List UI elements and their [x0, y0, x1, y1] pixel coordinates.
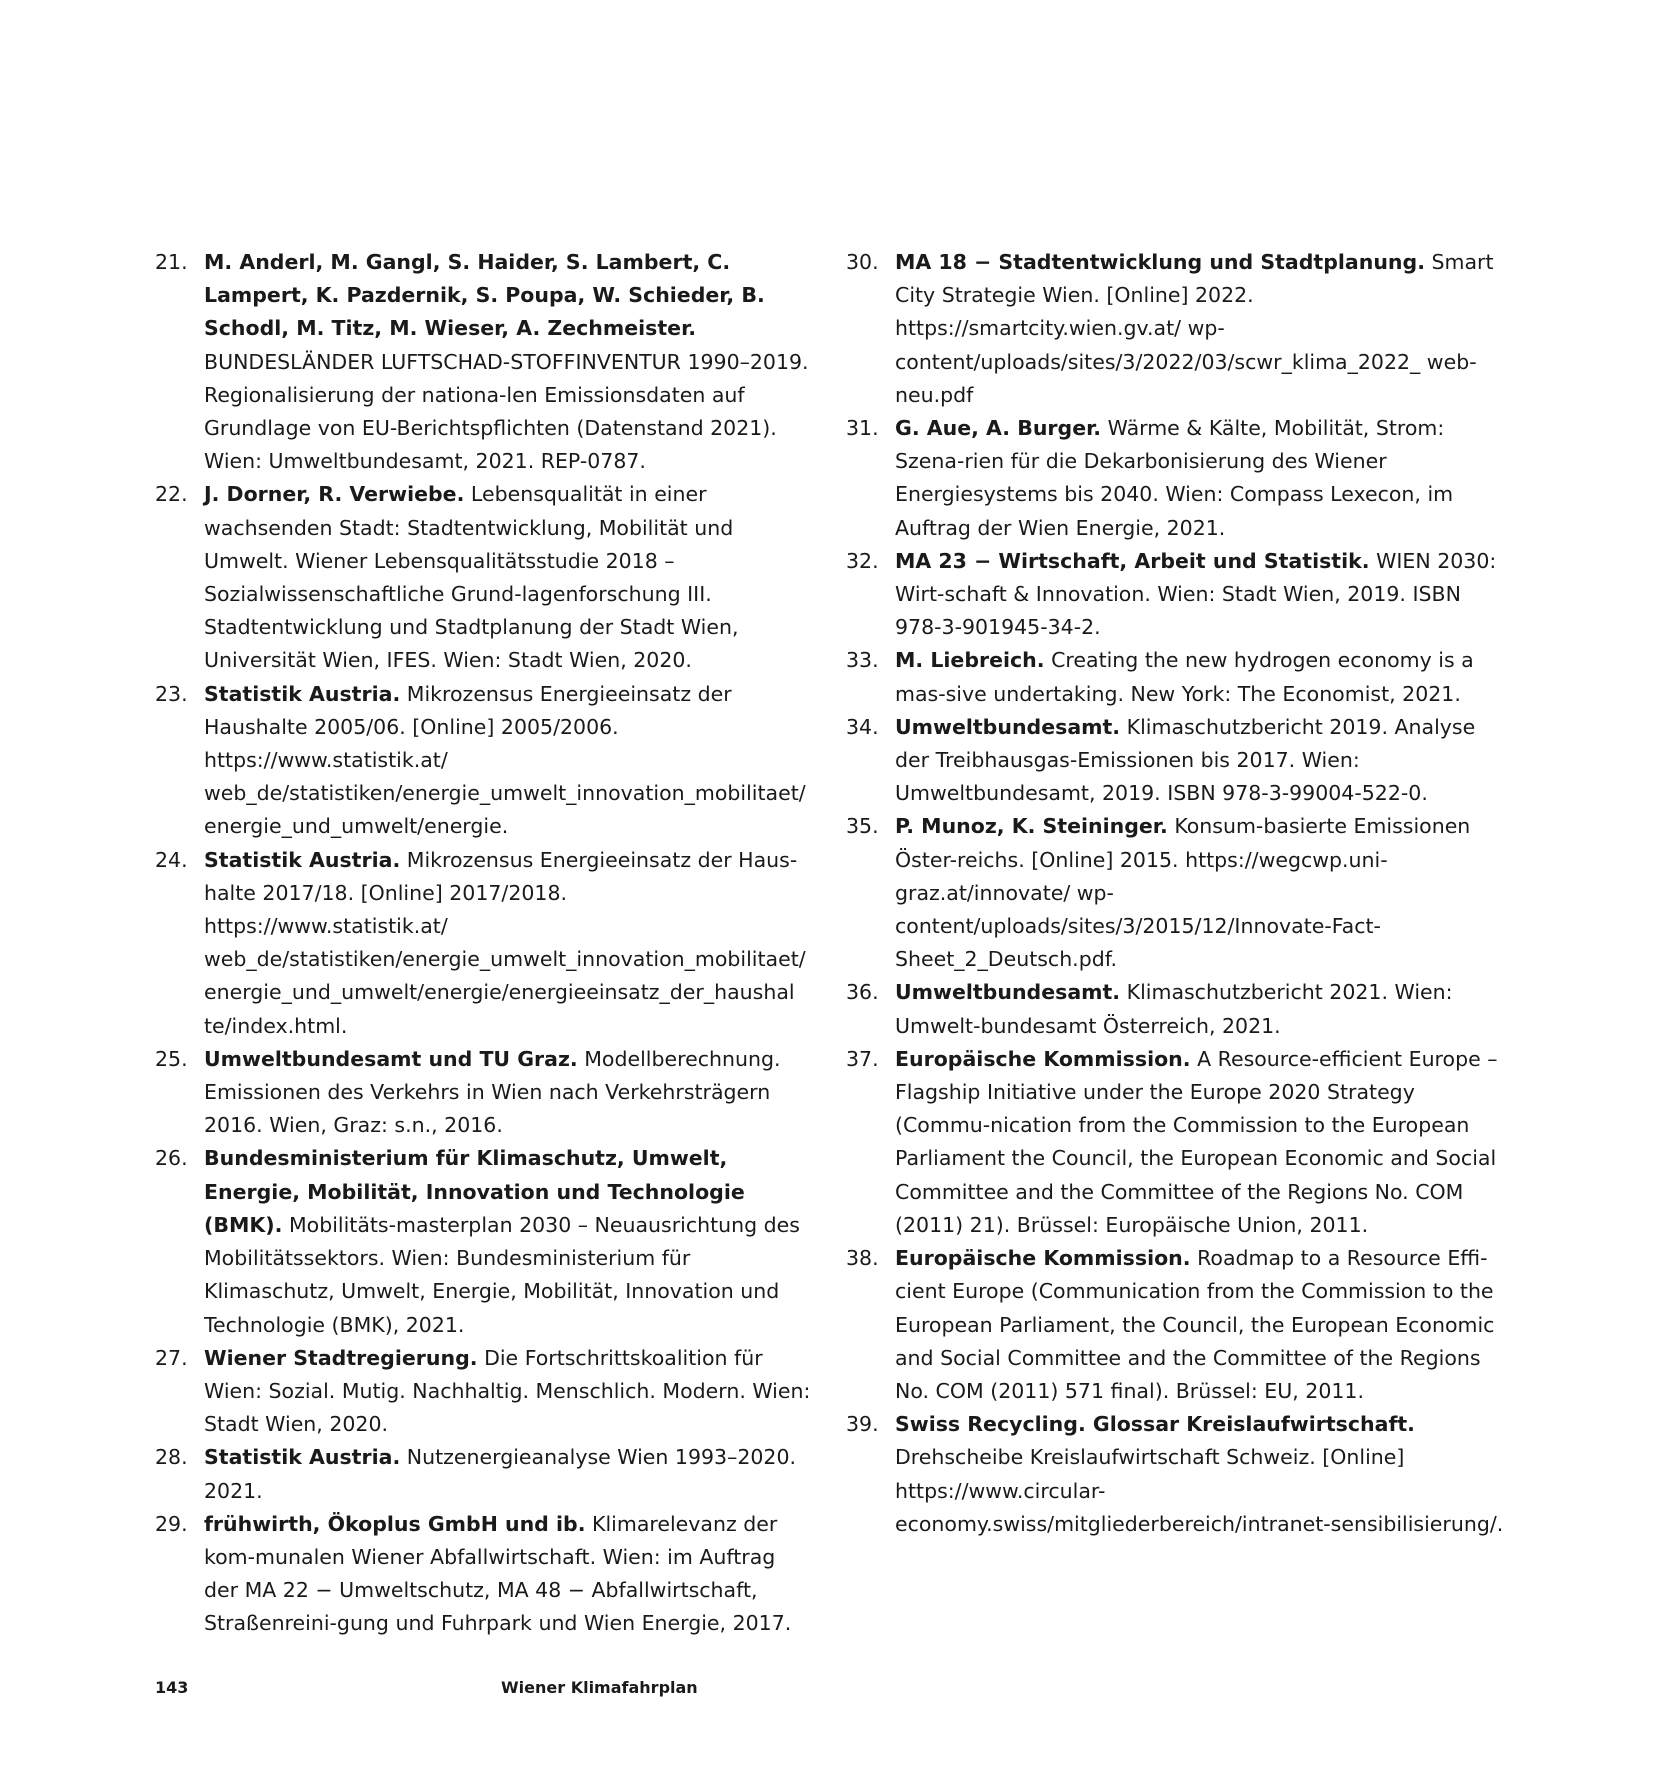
reference-number: 34.	[846, 714, 879, 739]
reference-number: 22.	[155, 482, 188, 507]
reference-item	[846, 1043, 1506, 1242]
reference-text: Wärme & Kälte, Mobilität, Strom: Szena-rien für die Dekarbonisierung des Wiener Energiesystems bis 2040. Wien: Compass Lexecon, im Auftrag der Wien Energie, 2021.	[895, 416, 1454, 540]
reference-number: 33.	[846, 648, 879, 673]
reference-number: 31.	[846, 416, 879, 441]
reference-item	[155, 246, 815, 478]
reference-authors: Statistik Austria.	[204, 681, 401, 706]
reference-number: 27.	[155, 1345, 188, 1370]
reference-authors: Statistik Austria.	[204, 1445, 401, 1470]
reference-number: 35.	[846, 814, 879, 839]
reference-item	[846, 1408, 1506, 1541]
reference-authors: Bundesministerium für Klimaschutz, Umwelt, Energie, Mobilität, Innovation und Technologie (BMK).	[204, 1146, 745, 1237]
reference-authors: frühwirth, Ökoplus GmbH und ib.	[204, 1511, 586, 1536]
reference-text: Modellberechnung. Emissionen des Verkehrs in Wien nach Verkehrsträgern 2016. Wien, Graz: s.n., 2016.	[204, 1046, 781, 1138]
references-column-left	[155, 246, 815, 1641]
reference-number: 38.	[846, 1246, 879, 1271]
reference-text: Lebensqualität in einer wachsenden Stadt: Stadtentwicklung, Mobilität und Umwelt. Wiener Lebensqualitätsstudie 2018 – Sozialwissenschaftliche Grund-lagenforschung III. Stadtentwicklung und Stadtplanung der Stadt Wien, Universität Wien, IFES. Wien: Stadt Wien, 2020.	[204, 482, 739, 673]
reference-text: Drehscheibe Kreislaufwirtschaft Schweiz. [Online] https://www.circular-economy.swiss/mitgliederbereich/intranet-sensibilisierung/.	[895, 1445, 1504, 1536]
reference-authors: Swiss Recycling. Glossar Kreislaufwirtschaft.	[895, 1412, 1415, 1437]
reference-text: Klimaschutzbericht 2019. Analyse der Treibhausgas-Emissionen bis 2017. Wien: Umweltbundesamt, 2019. ISBN 978-3-99004-522-0.	[895, 714, 1476, 806]
reference-item	[155, 478, 815, 677]
reference-item	[846, 711, 1506, 811]
reference-authors: Umweltbundesamt.	[895, 980, 1121, 1005]
reference-text: Klimarelevanz der kom-munalen Wiener Abfallwirtschaft. Wien: im Auftrag der MA 22 − Umweltschutz, MA 48 − Abfallwirtschaft, Straßenreini-gung und Fuhrpark und Wien Energie, 2017.	[204, 1511, 792, 1636]
reference-authors: J. Dorner, R. Verwiebe.	[204, 482, 465, 507]
reference-authors: MA 18 − Stadtentwicklung und Stadtplanung.	[895, 250, 1425, 274]
document-title: Wiener Klimafahrplan	[501, 1678, 698, 1697]
reference-authors: M. Liebreich.	[895, 648, 1045, 673]
reference-item	[846, 545, 1506, 645]
reference-text: Die Fortschrittskoalition für Wien: Sozial. Mutig. Nachhaltig. Menschlich. Modern. Wien: Stadt Wien, 2020.	[204, 1345, 811, 1437]
reference-authors: Wiener Stadtregierung.	[204, 1345, 478, 1370]
reference-item	[155, 1441, 815, 1507]
reference-number: 26.	[155, 1146, 188, 1171]
reference-text: Nutzenergieanalyse Wien 1993–2020. 2021.	[204, 1445, 797, 1503]
reference-item	[846, 1242, 1506, 1408]
reference-authors: G. Aue, A. Burger.	[895, 416, 1102, 441]
reference-item	[155, 678, 815, 844]
reference-item	[846, 976, 1506, 1042]
reference-item	[846, 810, 1506, 976]
reference-text: Mikrozensus Energieeinsatz der Haus-halte 2017/18. [Online] 2017/2018. https://www.statistik.at/ web_de/statistiken/energie_umwelt_innovation_mobilitaet/ energie_und_umwelt/energie/energieeinsatz_der_haushal te/index.html.	[204, 847, 806, 1038]
reference-number: 36.	[846, 980, 879, 1005]
reference-number: 30.	[846, 250, 879, 274]
reference-authors: Statistik Austria.	[204, 847, 401, 872]
reference-number: 28.	[155, 1445, 188, 1470]
reference-authors: P. Munoz, K. Steininger.	[895, 814, 1168, 839]
reference-authors: Europäische Kommission.	[895, 1246, 1191, 1271]
reference-text: Creating the new hydrogen economy is a mas-sive undertaking. New York: The Economist, 2021.	[895, 648, 1474, 706]
page-number: 143	[155, 1678, 189, 1697]
reference-number: 37.	[846, 1046, 879, 1071]
reference-number: 25.	[155, 1046, 188, 1071]
reference-text: Konsum-basierte Emissionen Öster-reichs. [Online] 2015. https://wegcwp.uni-graz.at/innovate/ wp-content/uploads/sites/3/2015/12/Innovate-Fact-Sheet_2_Deutsch.pdf.	[895, 814, 1471, 972]
reference-item	[155, 1142, 815, 1341]
reference-item	[155, 1043, 815, 1143]
reference-text: Klimaschutzbericht 2021. Wien: Umwelt-bundesamt Österreich, 2021.	[895, 980, 1453, 1038]
references-column-right	[846, 246, 1506, 1541]
reference-text: BUNDESLÄNDER LUFTSCHAD-STOFFINVENTUR 1990–2019. Regionalisierung der nationa-len Emissionsdaten auf Grundlage von EU-Berichtspflichten (Datenstand 2021). Wien: Umweltbundesamt, 2021. REP-0787.	[204, 349, 809, 474]
reference-number: 23.	[155, 681, 188, 706]
reference-item	[846, 412, 1506, 545]
reference-authors: Europäische Kommission.	[895, 1046, 1191, 1071]
reference-text: Smart City Strategie Wien. [Online] 2022. https://smartcity.wien.gv.at/ wp-content/uploads/sites/3/2022/03/scwr_klima_2022_ web-neu.pdf	[895, 250, 1494, 407]
reference-item	[846, 246, 1506, 412]
reference-authors: Umweltbundesamt.	[895, 714, 1121, 739]
reference-authors: M. Anderl, M. Gangl, S. Haider, S. Lambert, C. Lampert, K. Pazdernik, S. Poupa, W. Schieder, B. Schodl, M. Titz, M. Wieser, A. Zechmeister.	[204, 250, 765, 341]
reference-number: 29.	[155, 1511, 188, 1536]
reference-item	[155, 844, 815, 1043]
reference-authors: MA 23 − Wirtschaft, Arbeit und Statistik.	[895, 548, 1370, 573]
reference-number: 21.	[155, 250, 188, 274]
reference-number: 32.	[846, 548, 879, 573]
reference-text: Roadmap to a Resource Effi-cient Europe (Communication from the Commission to the European Parliament, the Council, the European Economic and Social Committee and the Committee of the Regions No. COM (2011) 571 final). Brüssel: EU, 2011.	[895, 1246, 1495, 1403]
reference-text: WIEN 2030: Wirt-schaft & Innovation. Wien: Stadt Wien, 2019. ISBN 978-3-901945-34-2.	[895, 548, 1497, 640]
reference-text: A Resource-efficient Europe – Flagship Initiative under the Europe 2020 Strategy (Commu-nication from the Commission to the European Parliament the Council, the European Economic and Social Committee and the Committee of the Regions No. COM (2011) 21). Brüssel: Europäische Union, 2011.	[895, 1046, 1498, 1237]
reference-text: Mobilitäts-masterplan 2030 – Neuausrichtung des Mobilitätssektors. Wien: Bundesministerium für Klimaschutz, Umwelt, Energie, Mobilität, Innovation und Technologie (BMK), 2021.	[204, 1212, 800, 1337]
reference-number: 24.	[155, 847, 188, 872]
reference-text: Mikrozensus Energieeinsatz der Haushalte 2005/06. [Online] 2005/2006. https://www.statistik.at/ web_de/statistiken/energie_umwelt_innovation_mobilitaet/ energie_und_umwelt/energie.	[204, 681, 806, 839]
reference-item	[846, 644, 1506, 710]
reference-item	[155, 1508, 815, 1641]
reference-number: 39.	[846, 1412, 879, 1437]
reference-authors: Umweltbundesamt und TU Graz.	[204, 1046, 578, 1071]
reference-item	[155, 1342, 815, 1442]
